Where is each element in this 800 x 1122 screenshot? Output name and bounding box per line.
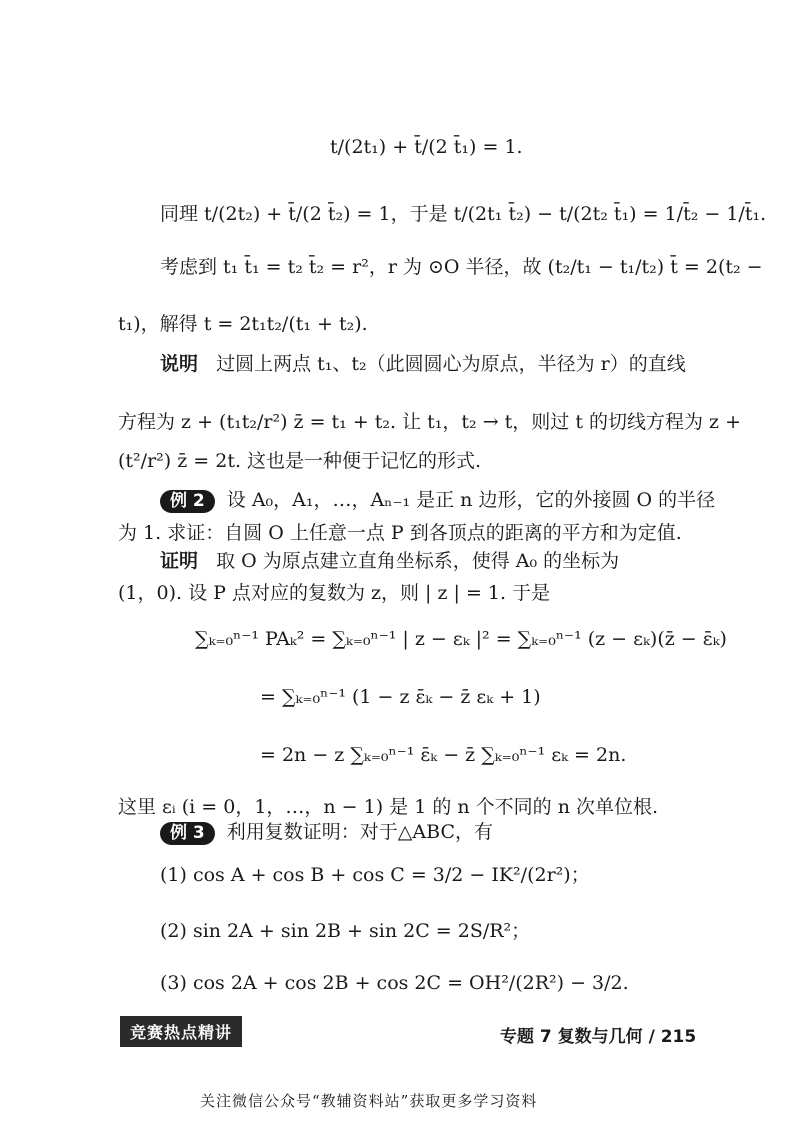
- example-2-badge: 例 2: [160, 490, 215, 513]
- equation-line-1: t/(2t₁) + t̄/(2 t̄₁) = 1.: [330, 136, 523, 158]
- proof-paragraph: [160, 552, 619, 571]
- footer-chapter-page: 专题 7 复数与几何 / 215: [500, 1027, 697, 1047]
- proof-line-2: (1，0). 设 P 点对应的复数为 z，则 | z | = 1. 于是: [118, 582, 551, 604]
- note-label: 说明: [160, 353, 199, 375]
- text-line-7: (t²/r²) z̄ = 2t. 这也是一种便于记忆的形式.: [118, 450, 482, 472]
- proof-text: 取 O 为原点建立直角坐标系，使得 A₀ 的坐标为: [216, 550, 620, 572]
- equation-sum-3: = 2n − z ∑ₖ₌₀ⁿ⁻¹ ε̄ₖ − z̄ ∑ₖ₌₀ⁿ⁻¹ εₖ = 2n.: [260, 744, 627, 766]
- example-2-text: 设 A₀，A₁，…，Aₙ₋₁ 是正 n 边形，它的外接圆 O 的半径: [226, 489, 716, 511]
- example-3-item-2: (2) sin 2A + sin 2B + sin 2C = 2S/R²；: [160, 920, 531, 942]
- example-3-badge: 例 3: [160, 822, 215, 845]
- proof-label: 证明: [160, 550, 199, 572]
- text-line-3: 考虑到 t₁ t̄₁ = t₂ t̄₂ = r²，r 为 ⊙O 半径，故 (t₂/t₁ − t₁/t₂) t̄ = 2(t₂ −: [160, 256, 763, 278]
- example-3-text: 利用复数证明：对于△ABC，有: [226, 821, 493, 843]
- root-of-unity-note: 这里 εᵢ (i = 0，1，…，n − 1) 是 1 的 n 个不同的 n 次单位根.: [118, 796, 659, 818]
- example-3-item-1: (1) cos A + cos B + cos C = 3/2 − IK²/(2r²)；: [160, 864, 590, 886]
- example-3-item-3: (3) cos 2A + cos 2B + cos 2C = OH²/(2R²) − 3/2.: [160, 972, 629, 994]
- note-paragraph: [160, 355, 686, 374]
- note-text: 过圆上两点 t₁、t₂（此圆圆心为原点，半径为 r）的直线: [216, 353, 686, 375]
- example-2-line-2: 为 1. 求证：自圆 O 上任意一点 P 到各顶点的距离的平方和为定值.: [118, 522, 682, 544]
- bottom-watermark-note: 关注微信公众号“教辅资料站”获取更多学习资料: [200, 1092, 538, 1110]
- text-line-6: 方程为 z + (t₁t₂/r²) z̄ = t₁ + t₂. 让 t₁，t₂ → t，则过 t 的切线方程为 z +: [118, 411, 742, 433]
- example-3-line-1: [160, 822, 493, 845]
- equation-sum-1: ∑ₖ₌₀ⁿ⁻¹ PAₖ² = ∑ₖ₌₀ⁿ⁻¹ | z − εₖ |² = ∑ₖ₌₀ⁿ⁻¹ (z − εₖ)(z̄ − ε̄ₖ): [195, 628, 727, 650]
- text-line-2: 同理 t/(2t₂) + t̄/(2 t̄₂) = 1，于是 t/(2t₁ t̄₂) − t/(2t₂ t̄₁) = 1/t̄₂ − 1/t̄₁.: [160, 203, 767, 225]
- example-2-line-1: [160, 490, 715, 513]
- footer-section-label: 竞赛热点精讲: [120, 1016, 242, 1047]
- text-line-4: t₁)，解得 t = 2t₁t₂/(t₁ + t₂).: [118, 313, 368, 335]
- equation-sum-2: = ∑ₖ₌₀ⁿ⁻¹ (1 − z ε̄ₖ − z̄ εₖ + 1): [260, 686, 541, 708]
